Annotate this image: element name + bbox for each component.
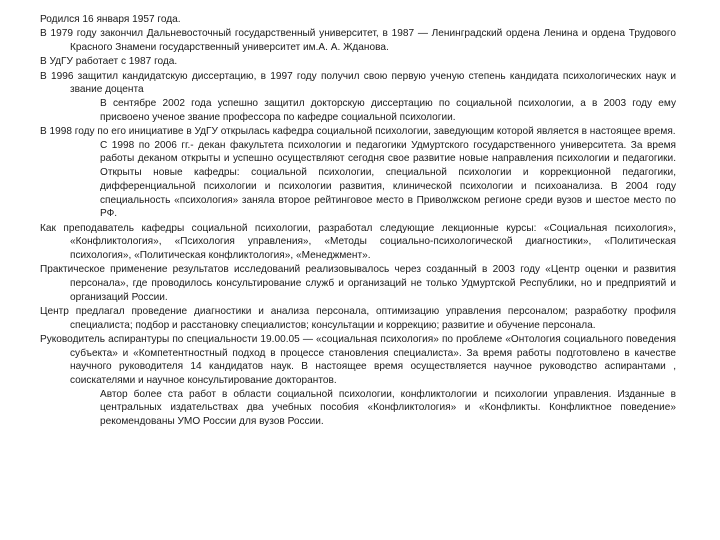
paragraph-degree-text: В 1996 защитил кандидатскую диссертацию, в 1997 году получил свою первую ученую степень кандидата психологических наук и звание доцента bbox=[40, 70, 676, 96]
paragraph-postgraduate bbox=[40, 333, 676, 429]
paragraph-birth: Родился 16 января 1957 года. bbox=[40, 14, 181, 25]
paragraph-udgu: В УдГУ работает с 1987 года. bbox=[40, 56, 178, 68]
paragraph-publications: Автор более ста работ в области социальной психологии, конфликтологии и психологии управления. Изданные в центральных издательствах два учебных пособия «Конфликтология» и «Конфликты. Конфликтное поведение» рекомендованы УМО России для вузов России. bbox=[100, 388, 676, 428]
paragraph-degree bbox=[40, 70, 676, 125]
paragraph-practice: Практическое применение результатов исследований реализовывалось через созданный в 2003 году «Центр оценки и развития персонала», где проводилось консультирование служб и организаций не только Удмуртской Республики, но и предприятий и организаций России. bbox=[40, 264, 676, 303]
paragraph-department-text: В 1998 году по его инициативе в УдГУ открылась кафедра социальной психологии, заведующим которой является в настоящее время. bbox=[40, 126, 676, 137]
paragraph-education: В 1979 году закончил Дальневосточный государственный университет, в 1987 — Ленинградский ордена Ленина и ордена Трудового Красного Знамени государственный университет им.А. А. Жданова. bbox=[40, 28, 676, 53]
paragraph-department bbox=[40, 125, 676, 221]
biography-document bbox=[40, 13, 676, 429]
paragraph-postgraduate-text: Руководитель аспирантуры по специальности 19.00.05 — «социальная психология» по проблеме «Онтология социального поведения субъекта» и «Компетентностный подход в процессе становления специалиста». За время работы подготовлено в качестве научного руководителя 14 кандидатов наук. В настоящее время осуществляется научное руководство аспирантами , соискателями и научное консультирование докторантов. bbox=[40, 333, 676, 387]
paragraph-courses: Как преподаватель кафедры социальной психологии, разработал следующие лекционные курсы: «Социальная психология», «Конфликтология», «Психология управления», «Методы социально-психологической диагностики», «Политическая психология», «Политическая конфликтология», «Менеджмент». bbox=[40, 222, 676, 261]
paragraph-dean: С 1998 по 2006 гг.- декан факультета психологии и педагогики Удмуртского государственного университета. За время работы деканом открыты и успешно осуществляют сегодня свое развитие новые направления психологии и педагогики. Открыты новые кафедры: социальной психологии, специальной психологии и коррекционной педагогики, дифференциальной психологии и психологии развития, клинической психологии и психоанализа. В 2004 году специальность «психология» заняла второе рейтинговое место в Приволжском регионе среди вузов и шестое место по РФ. bbox=[100, 139, 676, 220]
paragraph-center: Центр предлагал проведение диагностики и анализа персонала, оптимизацию управления персоналом; разработку профиля специалиста; подбор и расстановку специалистов; консультации и коррекцию; развитие и обучение персонала. bbox=[40, 305, 676, 331]
paragraph-doctorate: В сентябре 2002 года успешно защитил докторскую диссертацию по социальной психологии, а в 2003 году ему присвоено ученое звание профессора по кафедре социальной психологии. bbox=[100, 98, 676, 123]
